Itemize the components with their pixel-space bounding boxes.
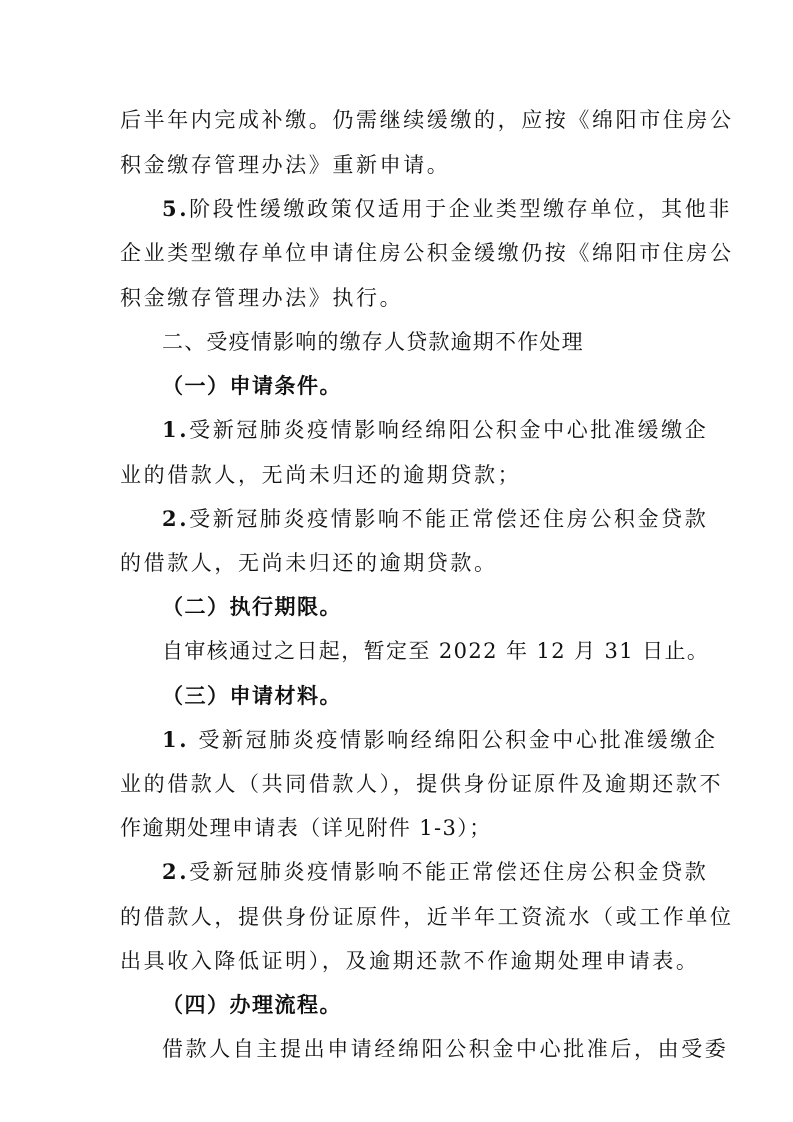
paragraph-line: 业的借款人（共同借款人），提供身份证原件及逾期还款不 [120, 772, 724, 796]
paragraph-line: 的借款人，无尚未归还的逾期贷款。 [120, 551, 498, 575]
list-item-2-line: 2.受新冠肺炎疫情影响不能正常偿还住房公积金贷款 [162, 859, 709, 884]
paragraph-line: 业的借款人，无尚未归还的逾期贷款； [120, 463, 522, 487]
list-item-2-line: 2.受新冠肺炎疫情影响不能正常偿还住房公积金贷款 [162, 506, 709, 531]
paragraph-line: 借款人自主提出申请经绵阳公积金中心批准后，由受委 [162, 1037, 729, 1061]
subheading-application-conditions: （一）申请条件。 [162, 374, 342, 398]
paragraph-line: 积金缴存管理办法》执行。 [120, 286, 404, 310]
paragraph-line: 自审核通过之日起，暂定至 2022 年 12 月 31 日止。 [162, 639, 710, 663]
subheading-process: （四）办理流程。 [162, 993, 342, 1017]
subheading-application-materials: （三）申请材料。 [162, 684, 342, 708]
paragraph-line: 企业类型缴存单位申请住房公积金缓缴仍按《绵阳市住房公 [120, 241, 734, 265]
paragraph-line: 的借款人，提供身份证原件，近半年工资流水（或工作单位 [120, 905, 734, 929]
item-number: 2. [162, 506, 190, 531]
paragraph-line: 作逾期处理申请表（详见附件 1-3）； [120, 816, 492, 840]
list-item-5-line: 5.阶段性缓缴政策仅适用于企业类型缴存单位，其他非 [162, 196, 732, 221]
subheading-execution-period: （二）执行期限。 [162, 595, 342, 619]
paragraph-line: 出具收入降低证明），及逾期还款不作逾期处理申请表。 [120, 949, 700, 973]
paragraph-line: 后半年内完成补缴。仍需继续缓缴的，应按《绵阳市住房公 [120, 108, 734, 132]
paragraph-line: 积金缴存管理办法》重新申请。 [120, 153, 451, 177]
item-number: 1. [162, 417, 190, 442]
item-number: 1. [162, 727, 190, 752]
section-heading-2: 二、受疫情影响的缴存人贷款逾期不作处理 [162, 330, 584, 354]
list-item-1-line: 1.受新冠肺炎疫情影响经绵阳公积金中心批准缓缴企 [162, 417, 709, 442]
item-number: 5. [162, 196, 190, 221]
list-item-1-line: 1. 受新冠肺炎疫情影响经绵阳公积金中心批准缓缴企 [162, 727, 718, 752]
item-number: 2. [162, 859, 190, 884]
